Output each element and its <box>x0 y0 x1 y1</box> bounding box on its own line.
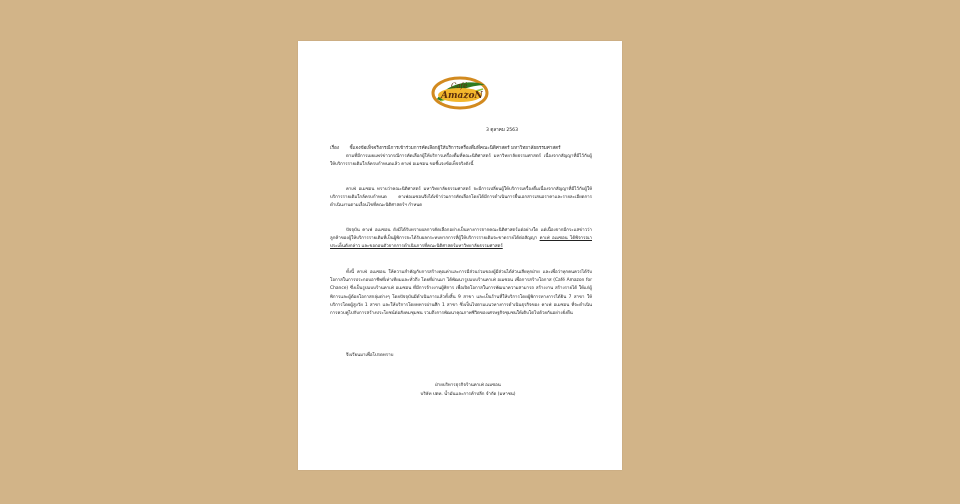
paragraph-4: ทั้งนี้ คาเฟ่ อเมซอน ให้ความสำคัญกับการสร้างคุณค่าและการมีส่วนร่วมของผู้มีส่วนได้ส่วนเสียทุกฝ่าย และเพื่อว่าทุกคนควรได้รับโอกาสในการประกอบอาชีพที่เท่าเทียมและทั่วถึง โดยที่ผ่านมา ได้พัฒนารูปแบบร้านคาเฟ่ อเมซอน เพื่อการสร้างโอกาส (Café Amazon for Chance) ซึ่งเป็นรูปแบบร้านคาเฟ่ อเมซอน ที่มีการจ้างงานผู้พิการ เพื่อเปิดโอกาสในการพัฒนาความสามารถ สร้างงาน สร้างรายได้ ให้แก่ผู้พิการและผู้ด้อยโอกาสกลุ่มต่างๆ โดยปัจจุบันมีดำเนินการแล้วทั้งสิ้น 9 สาขา และเป็นร้านที่ให้บริการโดยผู้พิการทางการได้ยิน 7 สาขา ให้บริการโดยผู้สูงวัย 1 สาขา และให้บริการโดยทหารผ่านศึก 1 สาขา ซึ่งเป็นไปตามแนวทางการดำเนินธุรกิจของ คาเฟ่ อเมซอน ที่จะดำเนินการควบคู่ไปกับการสร้างประโยชน์ต่อสังคมชุมชน รวมถึงการพัฒนาคุณภาพชีวิตของเศรษฐกิจชุมชนให้เติบโตไปด้วยกันอย่างยั่งยืน <box>330 270 592 317</box>
paragraph-3 <box>330 227 592 252</box>
closing-line: จึงเรียนมาเพื่อโปรดทราบ <box>346 353 394 358</box>
paragraph-1: ตามที่มีการเผยแพร่ข่าวกรณีการคัดเลือกผู้ให้บริการเครื่องดื่มที่คณะนิติศาสตร์ มหาวิทยาลัยธรรมศาสตร์ เนื่องจากสัญญาที่มีไว้กับผู้ให้บริการรายเดิมใกล้ครบกำหนดแล้ว คาเฟ่ อเมซอน ขอชี้แจงข้อเท็จจริงดังนี้ <box>330 154 592 168</box>
cafe-amazon-logo <box>427 71 493 113</box>
paragraph-3-text: ปัจจุบัน คาเฟ่ อเมซอน ยังมิได้รับทราบผลการคัดเลือกอย่างเป็นทางการจากคณะนิติศาสตร์แต่อย่างใด แต่เนื่องจากมีกระแสข่าวว่าลูกค้าของผู้ให้บริการรายเดิมที่เป็นผู้พิการจะได้รับผลกระทบหากการที่ผู้ให้บริการรายเดิมจะขาดรายได้ต่อสัญญา <box>330 228 592 242</box>
logo-amazon-text: AmazoN <box>441 91 483 101</box>
subject-label: เรื่อง <box>330 146 340 151</box>
signature-line-2: บริษัท ปตท. น้ำมันและการค้าปลีก จำกัด (มหาชน) <box>420 392 516 397</box>
signature-line-1: ฝ่ายบริหารธุรกิจร้านคาเฟ่ อเมซอน <box>435 383 501 388</box>
subject-text: ชี้แจงข้อเท็จจริงกรณีการเข้าร่วมการคัดเลือกผู้ให้บริการเครื่องดื่มที่คณะนิติศาสตร์ มหาวิทยาลัยธรรมศาสตร์ <box>349 146 561 151</box>
logo-cafe-text: Café <box>451 82 468 90</box>
signature-block <box>388 381 548 399</box>
paragraph-2: คาเฟ่ อเมซอน ทราบว่าคณะนิติศาสตร์ มหาวิทยาลัยธรรมศาสตร์ จะมีการเปลี่ยนผู้ให้บริการเครื่องดื่มเนื่องจากสัญญาที่มีไว้กับผู้ให้บริการรายเดิมใกล้ครบกำหนด คาเฟ่อเมซอนจึงได้เข้าร่วมการคัดเลือกโดยได้มีการดำเนินการยื่นเอกสารเสนอราคาและรายละเอียดการดำเนินงานตามเงื่อนไขที่คณะนิติศาสตร์ฯ กำหนด <box>330 187 592 209</box>
letter-date: 3 ตุลาคม 2563 <box>486 128 519 133</box>
paragraph-3-underlined: คาเฟ่ อเมซอน ได้พิจารณาประเด็นดังกล่าว และขอถอนตัวจากการดำเนินการที่คณะนิติศาสตร์มหาวิทยาลัยธรรมศาสตร์ <box>330 236 592 250</box>
letter-subject <box>330 145 561 152</box>
letter-page <box>298 41 622 470</box>
